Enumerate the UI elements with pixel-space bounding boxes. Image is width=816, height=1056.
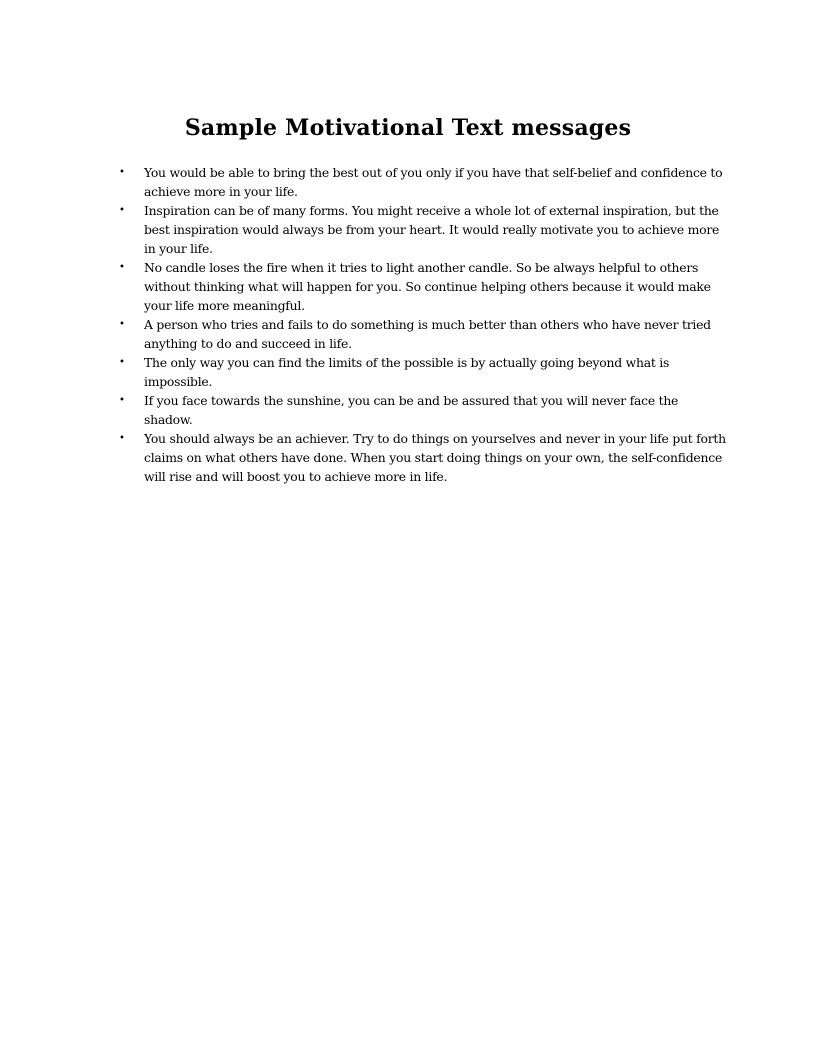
list-item	[119, 201, 729, 258]
list-item	[119, 315, 729, 353]
message-text: The only way you can find the limits of the possible is by actually going beyond what is impossible.	[144, 355, 670, 389]
message-text: You should always be an achiever. Try to do things on yourselves and never in your life put forth claims on what others have done. When you start doing things on your own, the self-confidence will rise and will boost you to achieve more in life.	[144, 431, 726, 484]
bullet-icon: •	[119, 433, 125, 444]
message-list	[119, 163, 729, 486]
bullet-icon: •	[119, 395, 125, 406]
message-text: A person who tries and fails to do something is much better than others who have never tried anything to do and succeed in life.	[144, 317, 711, 351]
bullet-icon: •	[119, 262, 125, 273]
list-item	[119, 391, 729, 429]
message-text: Inspiration can be of many forms. You might receive a whole lot of external inspiration, but the best inspiration would always be from your heart. It would really motivate you to achieve more in your life.	[144, 203, 720, 256]
list-item	[119, 258, 729, 315]
message-text: No candle loses the fire when it tries to light another candle. So be always helpful to others without thinking what will happen for you. So continue helping others because it would make your life more meaningful.	[144, 260, 711, 313]
bullet-icon: •	[119, 357, 125, 368]
bullet-icon: •	[119, 319, 125, 330]
bullet-icon: •	[119, 167, 125, 178]
message-text: If you face towards the sunshine, you can be and be assured that you will never face the shadow.	[144, 393, 679, 427]
bullet-icon: •	[119, 205, 125, 216]
list-item	[119, 353, 729, 391]
document-title: Sample Motivational Text messages	[184, 115, 632, 141]
list-item	[119, 163, 729, 201]
message-text: You would be able to bring the best out of you only if you have that self-belief and confidence to achieve more in your life.	[144, 165, 723, 199]
list-item	[119, 429, 729, 486]
